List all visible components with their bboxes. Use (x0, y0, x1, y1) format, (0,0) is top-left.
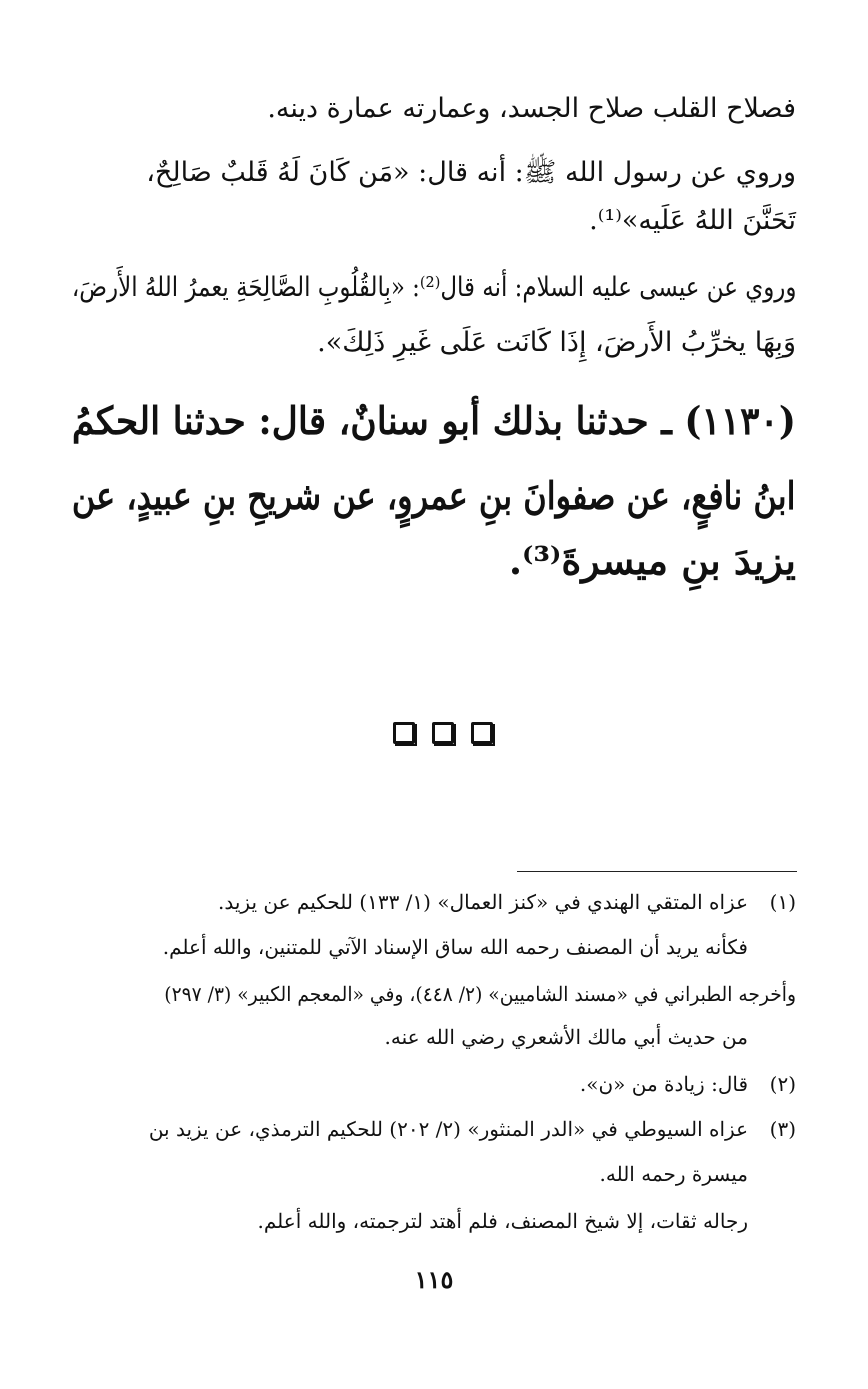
footnote-number: (٢) (769, 1072, 796, 1096)
hadith-line-1: (١١٣٠) ـ حدثنا بذلك أبو سنانٌ، قال: حدثنا الحكمُ (71, 398, 796, 443)
footnote-line: فكأنه يريد أن المصنف رحمه الله ساق الإسناد الآتي للمتنين، والله أعلم. (162, 935, 748, 959)
body-line-3: تَحَنَّنَ اللهُ عَلَيه»⁽¹⁾. (589, 205, 796, 236)
body-line-5: وَبِهَا يخرِّبُ الأَرضَ، إِذَا كَانَت عَلَى غَيرِ ذَلِكَ». (317, 327, 796, 358)
footnote-divider (517, 871, 797, 872)
ornament-box-icon (471, 722, 493, 744)
footnote-line: من حديث أبي مالك الأشعري رضي الله عنه. (384, 1025, 748, 1049)
section-end-ornament (393, 722, 493, 746)
footnote-line: عزاه السيوطي في «الدر المنثور» (٢/ ٢٠٢) للحكيم الترمذي، عن يزيد بن (148, 1117, 748, 1141)
hadith-line-2: ابنُ نافعٍ، عن صفوانَ بنِ عمروٍ، عن شريحِ بنِ عبيدٍ، عن (72, 473, 796, 518)
ornament-box-icon (432, 722, 454, 744)
ornament-box-icon (393, 722, 415, 744)
footnote-number: (١) (769, 890, 796, 914)
body-line-2: وروي عن رسول الله ﷺ: أنه قال: «مَن كَانَ لَهُ قَلبٌ صَالِحٌ، (146, 157, 796, 188)
page-number: ١١٥ (414, 1265, 454, 1294)
footnote-line: ميسرة رحمه الله. (599, 1162, 748, 1186)
footnote-line: وأخرجه الطبراني في «مسند الشاميين» (٢/ ٤٤٨)، وفي «المعجم الكبير» (٣/ ٢٩٧) (164, 982, 796, 1006)
body-line-1: فصلاح القلب صلاح الجسد، وعمارته عمارة دينه. (267, 93, 796, 124)
hadith-line-3: يزيدَ بنِ ميسرةَ⁽³⁾. (508, 538, 796, 583)
body-line-4: وروي عن عيسى عليه السلام: أنه قال⁽²⁾: «بِالقُلُوبِ الصَّالِحَةِ يعمرُ اللهُ الأَرضَ، (71, 272, 796, 303)
footnote-line: رجاله ثقات، إلا شيخ المصنف، فلم أهتد لترجمته، والله أعلم. (257, 1209, 748, 1233)
footnote-line: قال: زيادة من «ن». (579, 1072, 748, 1096)
footnote-line: عزاه المتقي الهندي في «كنز العمال» (١/ ١٣٣) للحكيم عن يزيد. (218, 890, 748, 914)
footnote-number: (٣) (769, 1117, 796, 1141)
